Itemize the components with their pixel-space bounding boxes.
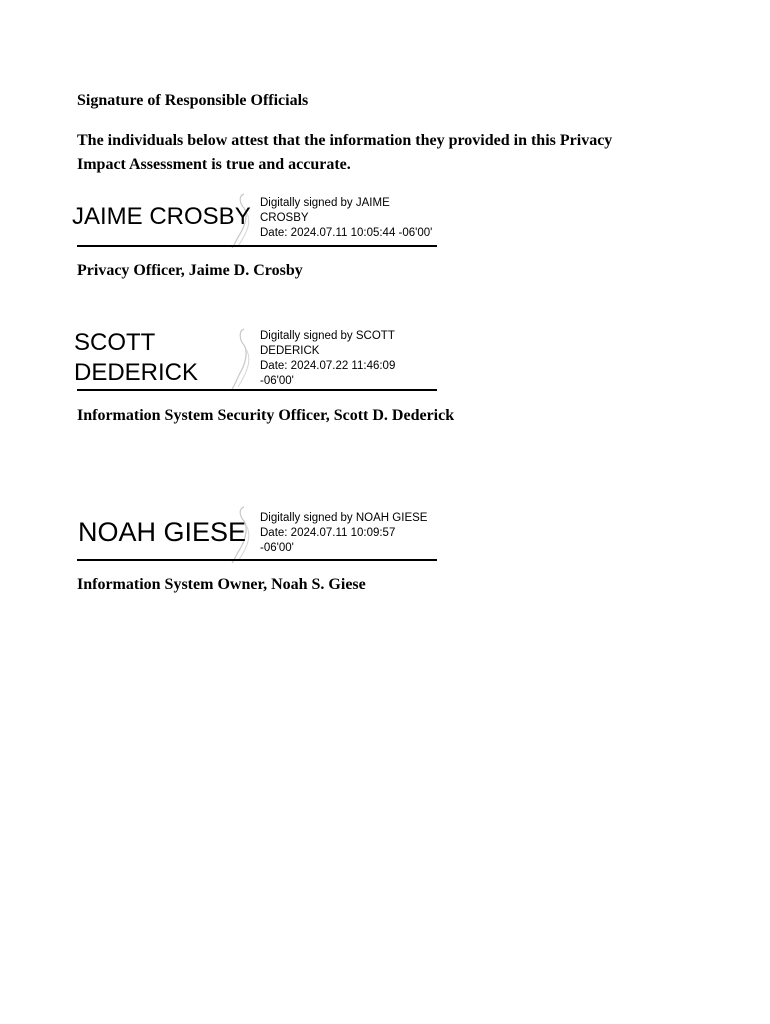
signature-detail-line-4: -06'00' bbox=[260, 375, 294, 387]
signer-name bbox=[72, 202, 251, 232]
signature-detail-line-3: Date: 2024.07.11 10:05:44 -06'00' bbox=[260, 227, 433, 239]
role-caption-system-owner: Information System Owner, Noah S. Giese bbox=[77, 576, 366, 593]
signature-detail-line-2: Date: 2024.07.11 10:09:57 bbox=[260, 527, 396, 539]
signer-name bbox=[78, 517, 246, 547]
signer-name-line-1: JAIME CROSBY bbox=[72, 203, 251, 230]
role-caption-privacy-officer: Privacy Officer, Jaime D. Crosby bbox=[77, 262, 303, 279]
signature-block-system-owner[interactable] bbox=[70, 503, 440, 567]
signature-detail-line-3: Date: 2024.07.22 11:46:09 bbox=[260, 360, 396, 372]
signature-detail-line-1: Digitally signed by JAIME bbox=[260, 197, 390, 209]
signature-line bbox=[77, 389, 437, 391]
signature-details bbox=[260, 511, 427, 556]
signature-details bbox=[260, 196, 432, 241]
signature-detail-line-2: CROSBY bbox=[260, 212, 309, 224]
signature-detail-line-3: -06'00' bbox=[260, 542, 294, 554]
signature-line bbox=[77, 245, 437, 247]
attestation-line-1: The individuals below attest that the information they provided in this Privacy bbox=[77, 132, 613, 149]
signature-detail-line-2: DEDERICK bbox=[260, 345, 320, 357]
signature-block-privacy-officer[interactable] bbox=[70, 190, 440, 250]
signature-block-security-officer[interactable] bbox=[70, 323, 440, 395]
signer-name-line-1: SCOTT bbox=[74, 329, 156, 356]
signer-name-line-1: NOAH GIESE bbox=[78, 517, 247, 547]
signature-detail-line-1: Digitally signed by SCOTT bbox=[260, 330, 395, 342]
digital-signature-mark-icon bbox=[226, 325, 262, 391]
signer-name bbox=[74, 328, 198, 388]
signature-detail-line-1: Digitally signed by NOAH GIESE bbox=[260, 512, 428, 524]
attestation-statement bbox=[77, 129, 697, 177]
attestation-line-2: Impact Assessment is true and accurate. bbox=[77, 156, 351, 173]
role-caption-security-officer: Information System Security Officer, Scott D. Dederick bbox=[77, 407, 455, 424]
signer-name-line-2: DEDERICK bbox=[74, 359, 199, 386]
signature-line bbox=[77, 559, 437, 561]
signature-details bbox=[260, 329, 395, 389]
section-heading: Signature of Responsible Officials bbox=[77, 92, 309, 109]
